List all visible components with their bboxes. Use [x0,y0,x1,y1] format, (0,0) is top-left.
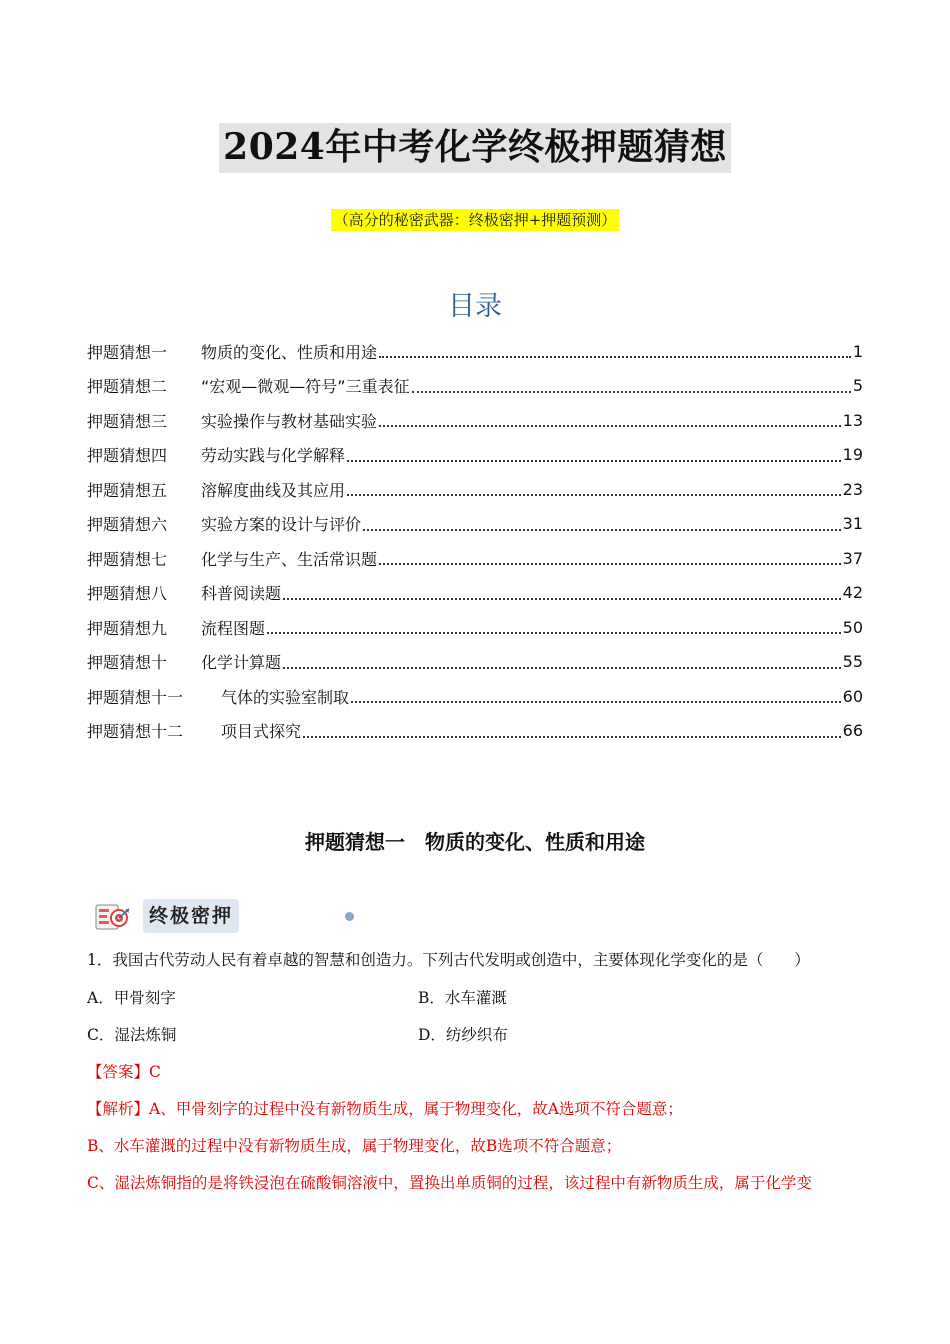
toc-item-page: 55 [842,652,863,672]
toc-item-8[interactable] [87,576,863,611]
toc-item-title: 溶解度曲线及其应用 [201,480,346,500]
analysis-line-3: C、湿法炼铜指的是将铁浸泡在硫酸铜溶液中，置换出单质铜的过程，该过程中有新物质生成，属于化学变 [87,1174,812,1192]
toc-leader-dots [283,598,841,600]
option-a: A．甲骨刻字 [87,989,176,1007]
banner-label: 终极密押 [143,899,239,933]
analysis-line-1 [87,1097,877,1121]
toc-leader-dots [347,460,841,462]
toc-item-page: 37 [842,548,863,568]
toc-item-page: 60 [842,686,863,706]
toc-item-title: 流程图题 [201,618,266,638]
toc-item-6[interactable] [87,507,863,542]
toc-item-title: 劳动实践与化学解释 [201,446,346,466]
toc-item-title: “宏观—微观—符号”三重表征 [201,377,410,397]
toc-leader-dots [283,667,841,669]
toc-item-page: 50 [842,617,863,637]
subtitle-container [0,209,950,231]
toc-item-page: 23 [842,479,863,499]
toc-item-page: 5 [852,376,863,396]
toc-item-title: 化学与生产、生活常识题 [201,549,378,569]
toc-item-label: 押题猜想六 [87,515,168,535]
toc-item-title: 实验操作与教材基础实验 [201,411,378,431]
toc-leader-dots [412,391,851,393]
toc-item-page: 13 [842,410,863,430]
toc-leader-dots [379,425,841,427]
toc-leader-dots [351,701,841,703]
toc-leader-dots [347,494,841,496]
toc-leader-dots [303,736,841,738]
toc-item-12[interactable] [87,714,863,749]
section-banner [95,896,265,938]
toc-item-label: 押题猜想二 [87,377,168,397]
toc-item-9[interactable] [87,610,863,645]
toc-item-label: 押题猜想八 [87,584,168,604]
toc-item-label: 押题猜想三 [87,411,168,431]
option-b: B．水车灌溉 [418,989,507,1007]
toc-item-page: 19 [842,445,863,465]
toc-item-7[interactable] [87,541,863,576]
analysis-line-2: B、水车灌溉的过程中没有新物质生成，属于物理变化，故B选项不符合题意； [87,1137,622,1155]
toc-item-label: 押题猜想十二 [87,722,184,742]
toc-item-page: 1 [852,341,863,361]
toc-leader-dots [363,529,841,531]
option-c: C．湿法炼铜 [87,1026,177,1044]
toc-item-label: 押题猜想五 [87,480,168,500]
target-board-icon [95,902,131,932]
document-subtitle: （高分的秘密武器：终极密押+押题预测） [331,209,620,231]
toc-item-label: 押题猜想一 [87,342,168,362]
title-container [0,123,950,173]
toc-item-title: 气体的实验室制取 [221,687,350,707]
answer-line: 【答案】C [87,1063,161,1081]
document-title: 2024年中考化学终极押题猜想 [219,123,731,173]
toc-item-4[interactable] [87,438,863,473]
toc-item-label: 押题猜想九 [87,618,168,638]
question-stem: 1．我国古代劳动人民有着卓越的智慧和创造力。下列古代发明或创造中，主要体现化学变化的是（ ） [87,951,810,969]
toc-item-label: 押题猜想十 [87,653,168,673]
toc-item-label: 押题猜想四 [87,446,168,466]
option-d: D．纺纱织布 [418,1026,508,1044]
section-heading: 押题猜想一 物质的变化、性质和用途 [305,830,645,854]
table-of-contents [87,334,863,748]
toc-item-label: 押题猜想七 [87,549,168,569]
toc-item-3[interactable] [87,403,863,438]
toc-item-title: 化学计算题 [201,653,282,673]
toc-leader-dots [379,563,841,565]
toc-item-1[interactable] [87,334,863,369]
toc-item-page: 42 [842,583,863,603]
toc-item-10[interactable] [87,645,863,680]
toc-heading: 目录 [448,291,502,322]
toc-item-5[interactable] [87,472,863,507]
toc-item-page: 31 [842,514,863,534]
toc-item-label: 押题猜想十一 [87,687,184,707]
toc-item-page: 66 [842,721,863,741]
toc-item-11[interactable] [87,679,863,714]
toc-item-title: 项目式探究 [221,722,302,742]
analysis-label: 【解析】 [87,1100,150,1118]
toc-item-title: 科普阅读题 [201,584,282,604]
toc-item-2[interactable] [87,369,863,404]
toc-item-title: 物质的变化、性质和用途 [201,342,378,362]
toc-item-title: 实验方案的设计与评价 [201,515,362,535]
toc-leader-dots [379,356,851,358]
analysis-text-1: A、甲骨刻字的过程中没有新物质生成，属于物理变化，故A选项不符合题意； [149,1100,683,1118]
toc-leader-dots [267,632,841,634]
banner-dot-icon [345,912,354,921]
